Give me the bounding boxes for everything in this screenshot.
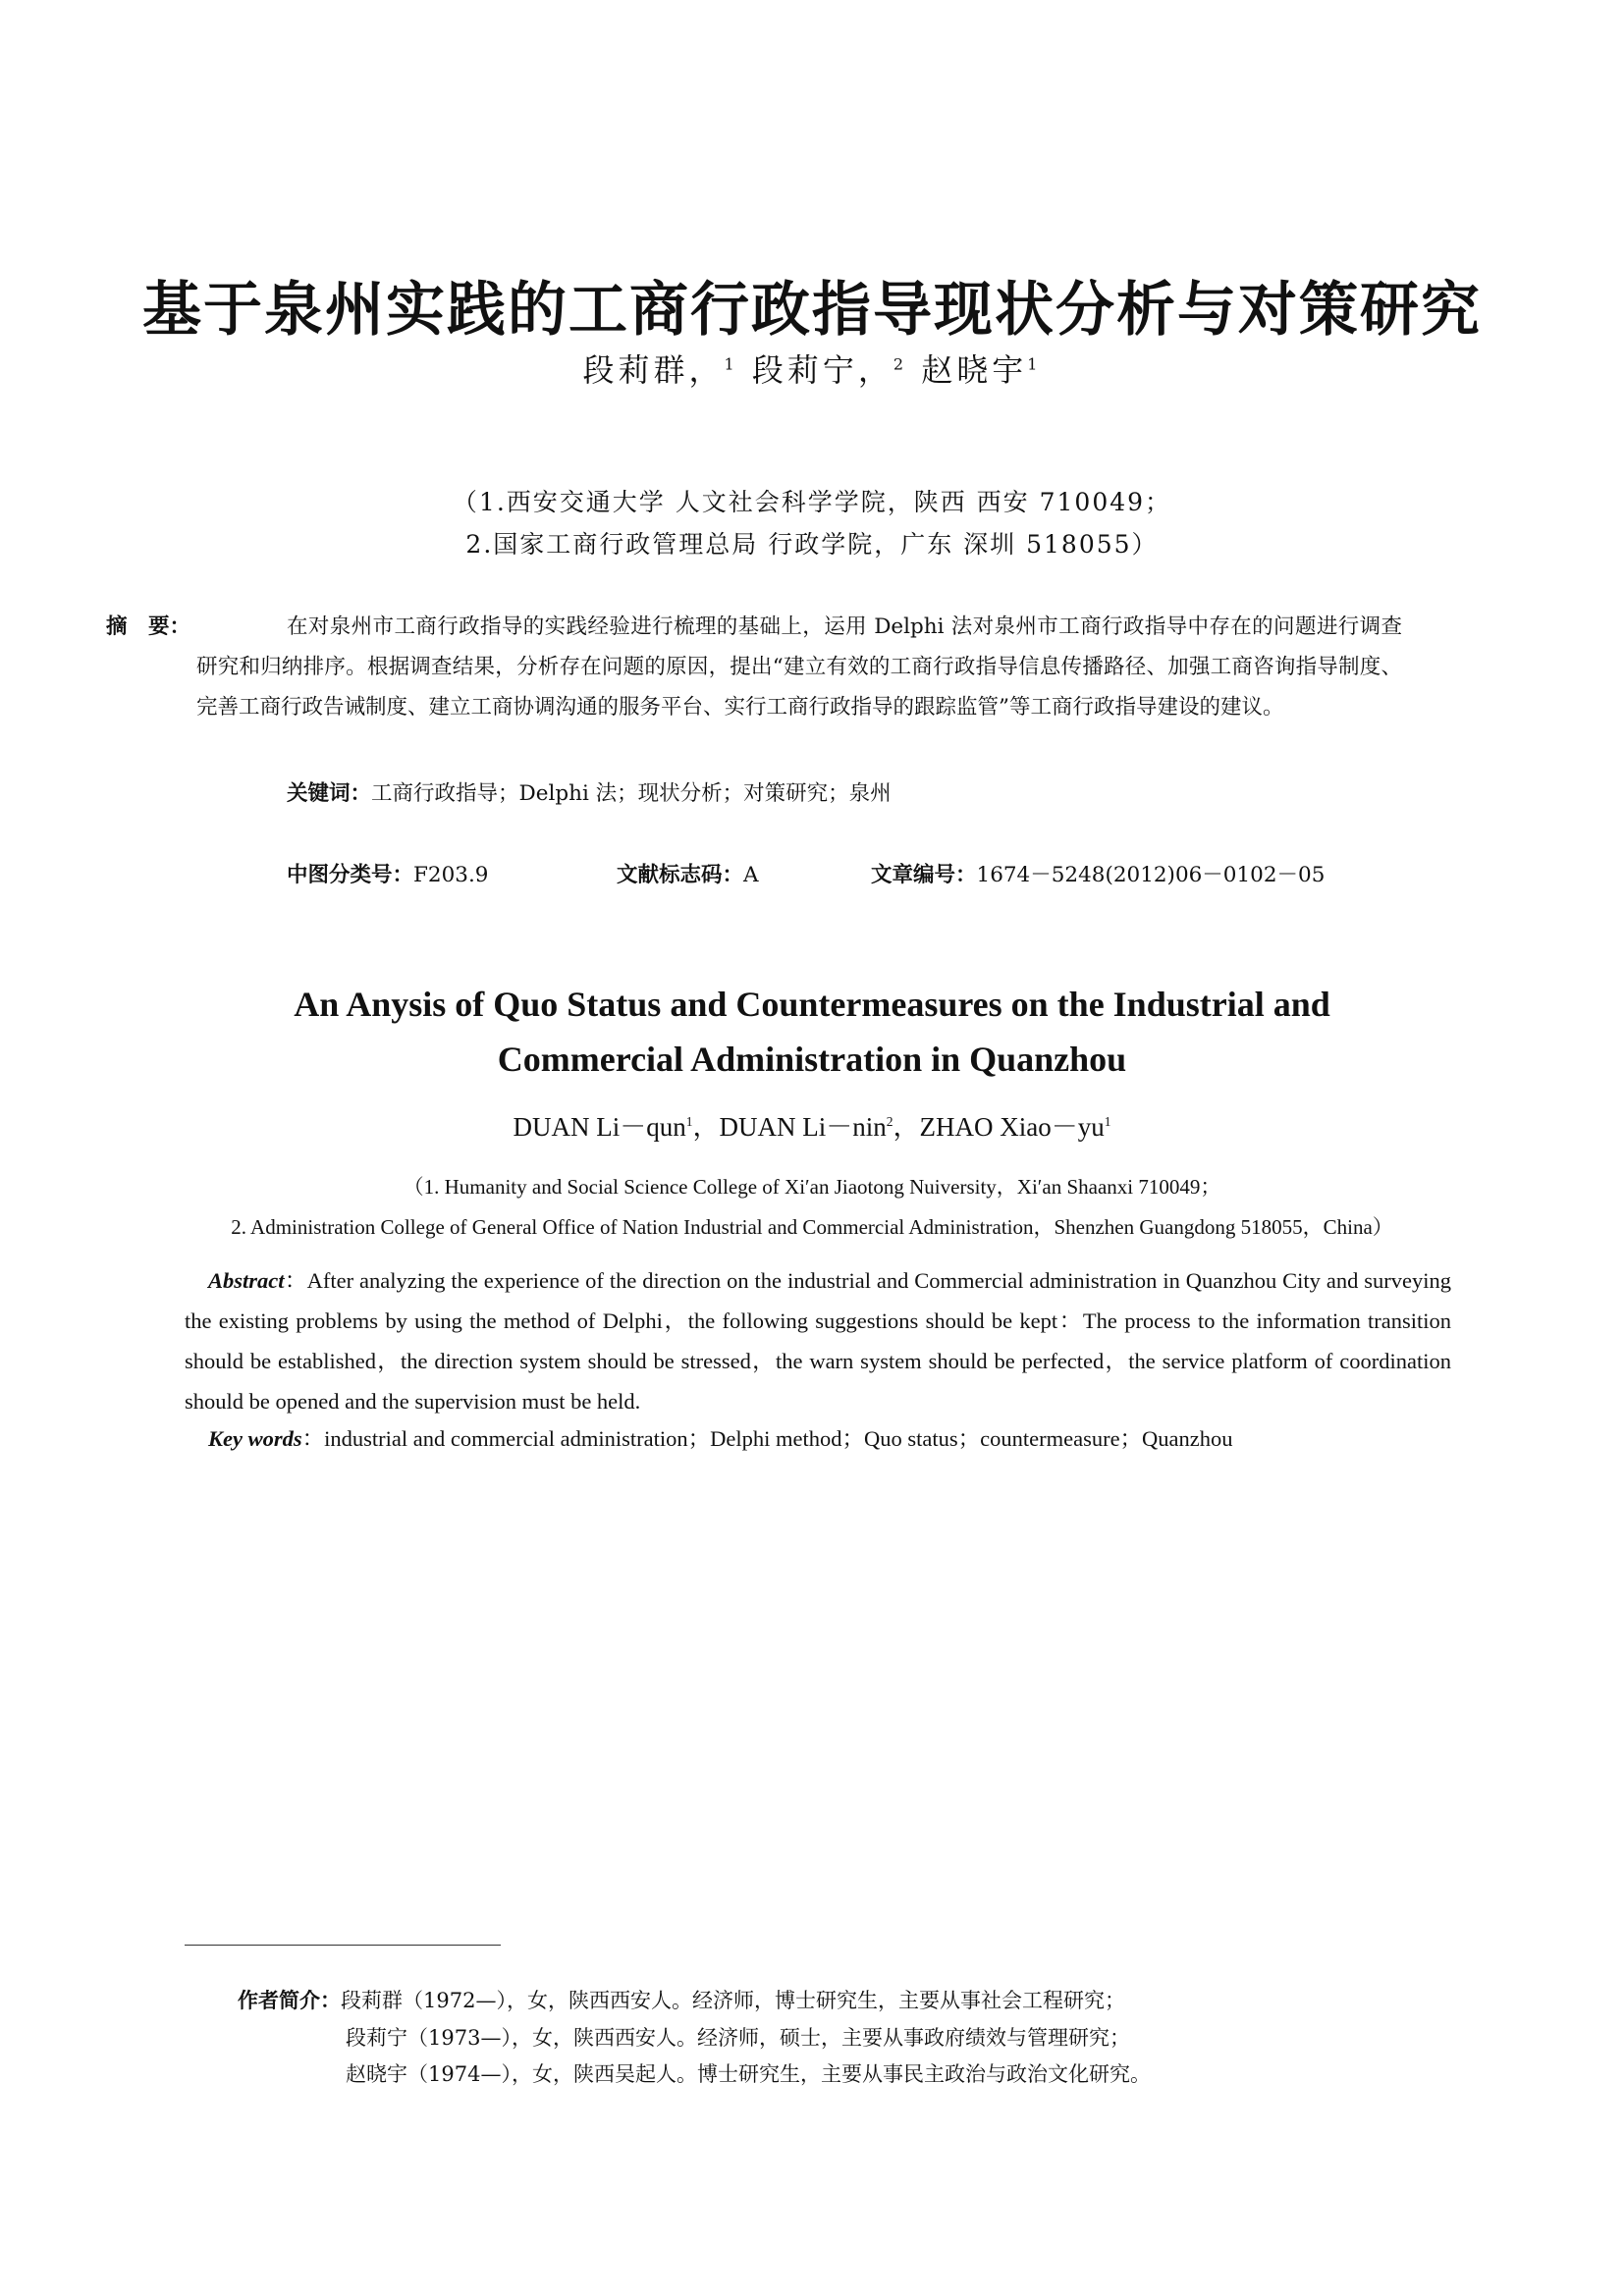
english-keywords-text: ：industrial and commercial administration；Delphi method；Quo status；countermeasure；Quanzhou	[301, 1426, 1233, 1451]
english-keywords	[208, 1421, 1233, 1453]
classification-label: 中图分类号：	[287, 863, 414, 887]
article-number	[871, 858, 1325, 888]
affiliation-mark: 1	[1104, 1114, 1111, 1129]
footnote-text: 段莉群（1972—），女，陕西西安人。经济师，博士研究生，主要从事社会工程研究；	[341, 1989, 1125, 2012]
chinese-affiliation-1: （1.西安交通大学 人文社会科学学院，陕西 西安 710049；	[452, 488, 1172, 516]
english-affiliation-1: （1. Humanity and Social Science College of Xi′an Jiaotong Nuiversity，Xi′an Shaanxi 710049；	[403, 1175, 1221, 1199]
english-title-line-2: Commercial Administration in Quanzhou	[497, 1040, 1127, 1079]
footnote-divider	[185, 1945, 501, 1946]
article-number-value: 1674－5248(2012)06－0102－05	[976, 863, 1326, 887]
chinese-affiliation-2: 2.国家工商行政管理总局 行政学院，广东 深圳 518055）	[465, 530, 1159, 559]
affiliation-mark: 1	[685, 1114, 693, 1129]
footnote-line-3: 赵晓宇（1974—），女，陕西吴起人。博士研究生，主要从事民主政治与政治文化研究。	[346, 2062, 1151, 2086]
chinese-abstract-text: 在对泉州市工商行政指导的实践经验进行梳理的基础上，运用 Delphi 法对泉州市工商行政指导中存在的问题进行调查研究和归纳排序。根据调查结果，分析存在问题的原因，提出“建立有效的工商行政指导信息传播路径、加强工商咨询指导制度、完善工商行政告诫制度、建立工商协调沟通的服务平台、实行工商行政指导的跟踪监管”等工商行政指导建设的建议。	[196, 614, 1402, 720]
classification-number	[287, 858, 488, 888]
chinese-keywords-text: 工商行政指导；Delphi 法；现状分析；对策研究；泉州	[371, 781, 892, 806]
classification-value: F203.9	[413, 863, 489, 887]
document-code-label: 文献标志码：	[617, 863, 744, 887]
document-code	[617, 858, 759, 888]
author-name: 段莉群，	[582, 351, 725, 389]
chinese-abstract	[106, 607, 1402, 727]
affiliation-mark: 1	[724, 354, 738, 374]
affiliation-mark: 2	[893, 354, 908, 374]
chinese-title: 基于泉州实践的工商行政指导现状分析与对策研究	[142, 276, 1482, 345]
document-code-value: A	[743, 863, 759, 887]
chinese-authors	[0, 346, 1624, 391]
chinese-keywords	[287, 776, 892, 807]
footnote-line-2: 段莉宁（1973—），女，陕西西安人。经济师，硕士，主要从事政府绩效与管理研究；	[346, 2026, 1130, 2050]
author-name: ，ZHAO Xiao－yu	[893, 1112, 1105, 1142]
english-affiliation-2: 2. Administration College of General Office of Nation Industrial and Commercial Administration，Shenzhen Guangdong 518055，China）	[231, 1215, 1393, 1239]
footnote-label: 作者简介：	[238, 1989, 341, 2012]
chinese-keywords-label: 关键词：	[287, 781, 372, 806]
chinese-abstract-label: 摘 要：	[106, 614, 191, 639]
english-authors	[0, 1105, 1624, 1144]
author-name: ，DUAN Li－nin	[692, 1112, 887, 1142]
author-name: DUAN Li－qun	[513, 1112, 686, 1142]
affiliation-mark: 2	[886, 1114, 893, 1129]
footnote-line-1	[238, 1985, 1125, 2014]
english-abstract-text: ：After analyzing the experience of the direction on the industrial and Commercial administration in Quanzhou City and surveying the existing problems by using the method of Delphi，the following suggestions should be kept：The process to the information transition should be established，the direction system should be stressed，the warn system should be perfected，the service platform of coordination should be opened and the supervision must be held.	[185, 1268, 1451, 1414]
english-keywords-label: Key words	[208, 1426, 302, 1451]
affiliation-mark: 1	[1027, 354, 1042, 374]
article-number-label: 文章编号：	[871, 863, 977, 887]
english-abstract-label: Abstract	[208, 1268, 285, 1293]
author-name: 段莉宁，	[737, 351, 893, 389]
author-name: 赵晓宇	[907, 351, 1028, 389]
english-abstract	[185, 1260, 1451, 1421]
english-title-line-1: An Anysis of Quo Status and Countermeasures on the Industrial and	[294, 985, 1330, 1024]
